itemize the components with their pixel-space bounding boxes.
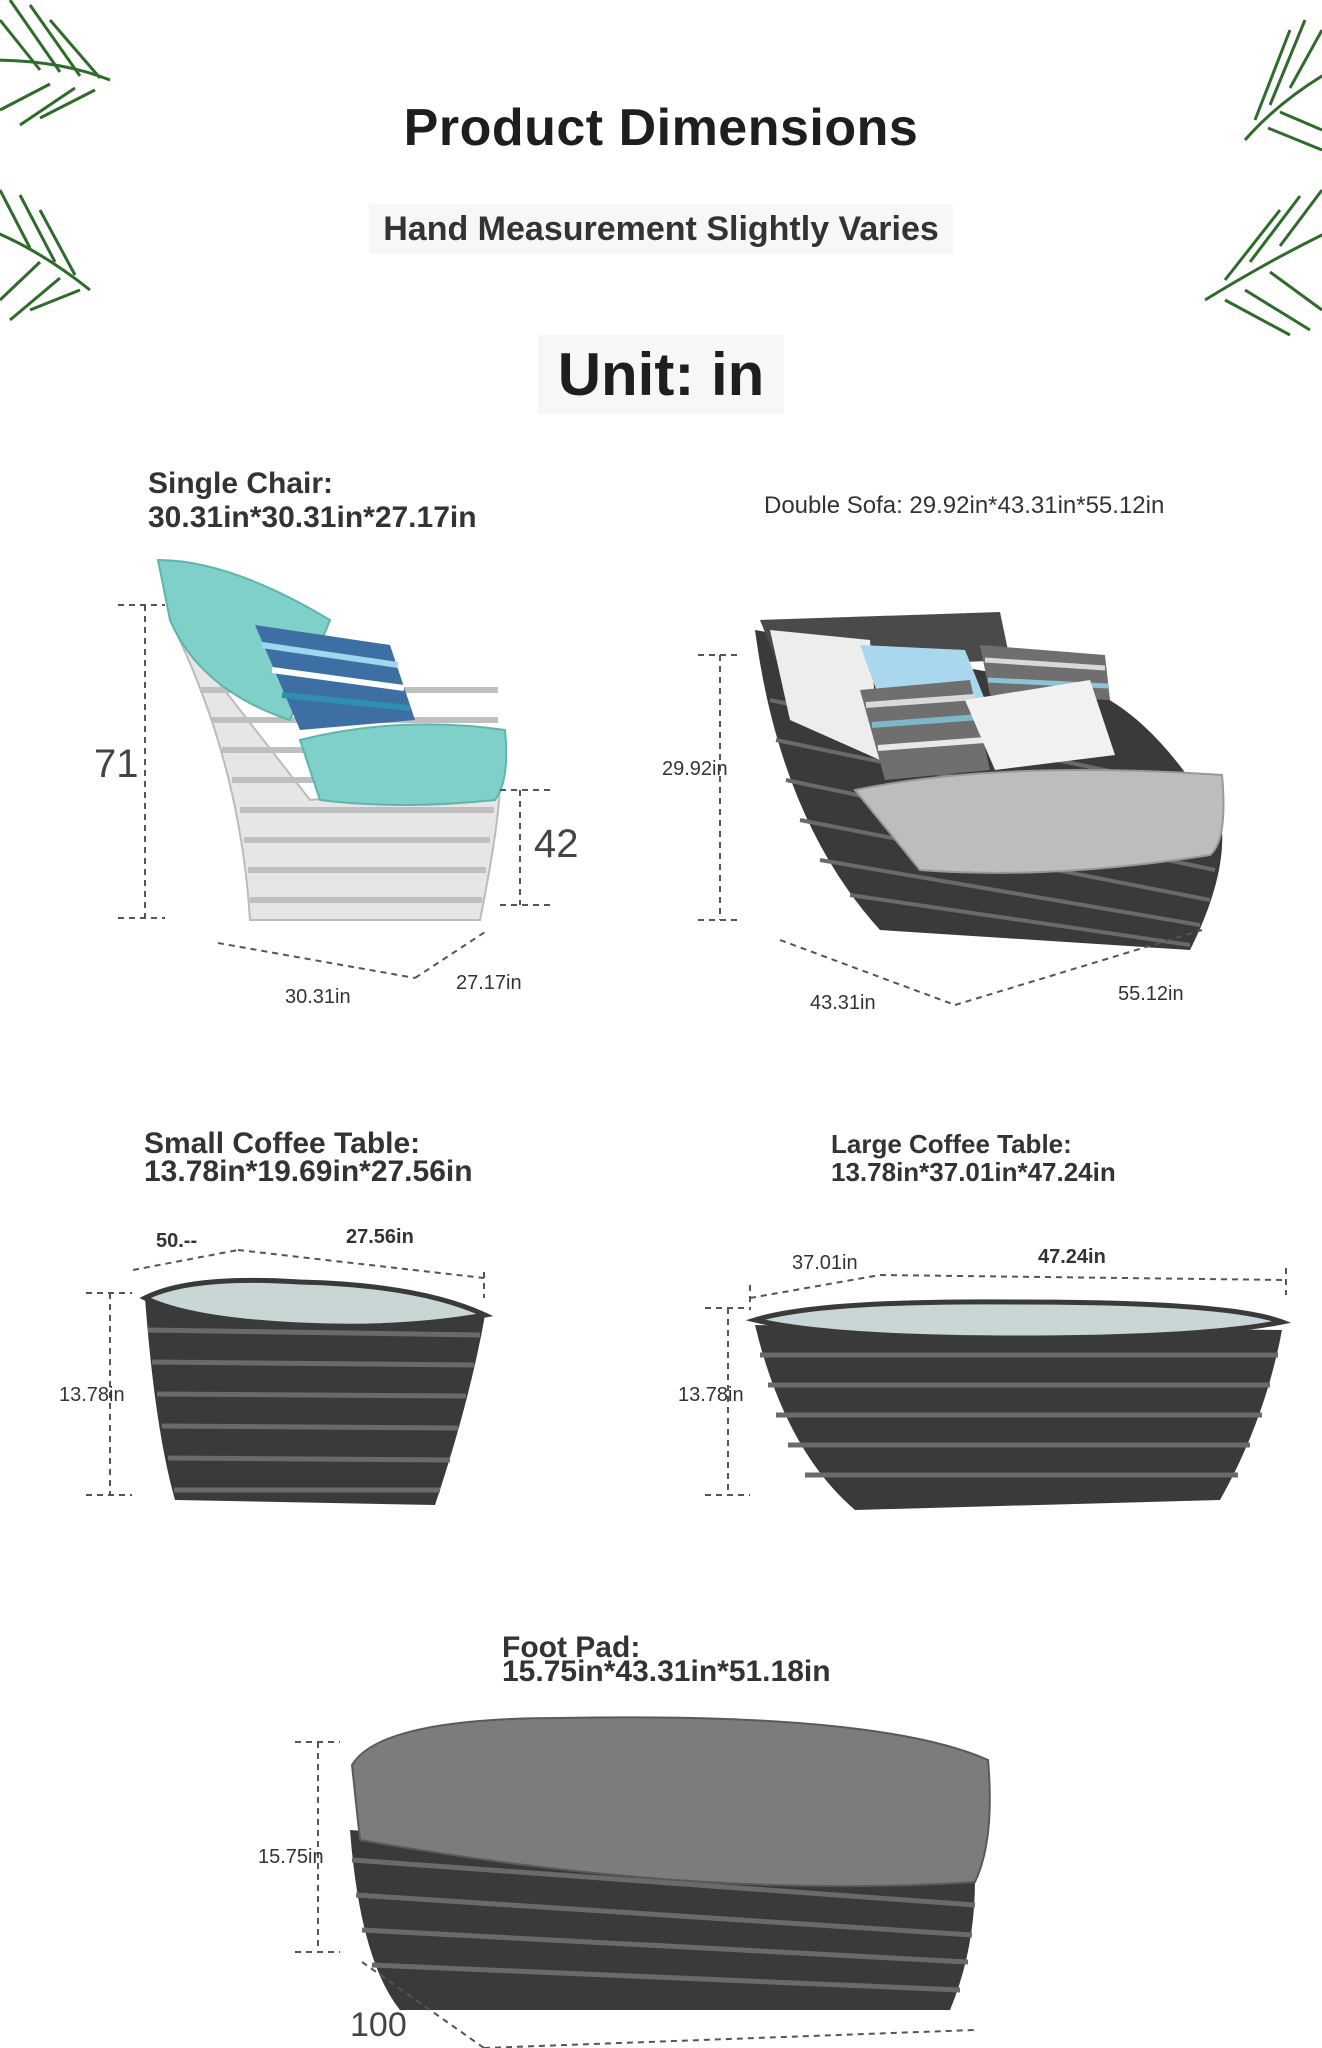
- unit-text: Unit: in: [538, 335, 785, 414]
- single-chair-image: [158, 560, 506, 920]
- double-sofa-label: Double Sofa: 29.92in*43.31in*55.12in: [764, 492, 1165, 519]
- page-subtitle: [0, 210, 1322, 249]
- single-chair-seat-label: 42: [534, 822, 579, 866]
- small-coffee-table-name: Small Coffee Table:: [144, 1127, 421, 1160]
- double-sofa-depth-label: 43.31in: [810, 992, 876, 1014]
- page-title: Product Dimensions: [403, 99, 919, 157]
- foot-pad-image: [350, 1717, 990, 2010]
- single-chair-name: Single Chair:: [148, 467, 334, 500]
- single-chair-size: 30.31in*30.31in*27.17in: [148, 501, 477, 534]
- unit-label: [0, 340, 1322, 409]
- double-sofa-image: [755, 612, 1224, 950]
- large-coffee-table-depth-label: 37.01in: [792, 1252, 858, 1274]
- small-coffee-table-depth-label: 50.--: [156, 1230, 198, 1252]
- small-coffee-table-height-label: 13.78in: [59, 1384, 125, 1406]
- foot-pad-depth-label: 100: [350, 2006, 407, 2044]
- single-chair-height-label: 71: [94, 742, 139, 786]
- single-chair-depth-label: 27.17in: [456, 972, 522, 994]
- foot-pad-size: 15.75in*43.31in*51.18in: [502, 1655, 831, 1688]
- palm-leaf-left-icon: [0, 0, 110, 320]
- large-coffee-table-height-label: 13.78in: [678, 1384, 744, 1406]
- small-coffee-table-image: [145, 1280, 485, 1505]
- palm-leaf-right-icon: [1205, 20, 1322, 335]
- foot-pad-name: Foot Pad:: [502, 1631, 641, 1664]
- large-coffee-table-image: [755, 1302, 1282, 1510]
- double-sofa-height-label: 29.92in: [662, 758, 728, 780]
- large-coffee-table-size: 13.78in*37.01in*47.24in: [831, 1157, 1116, 1187]
- large-coffee-table-name: Large Coffee Table:: [831, 1129, 1072, 1159]
- small-coffee-table-width-label: 27.56in: [346, 1226, 414, 1248]
- single-chair-width-label: 30.31in: [285, 986, 351, 1008]
- small-coffee-table-size: 13.78in*19.69in*27.56in: [144, 1155, 473, 1188]
- foot-pad-height-label: 15.75in: [258, 1846, 324, 1868]
- large-coffee-table-width-label: 47.24in: [1038, 1246, 1106, 1268]
- double-sofa-width-label: 55.12in: [1118, 983, 1184, 1005]
- subtitle-text: Hand Measurement Slightly Varies: [369, 204, 953, 254]
